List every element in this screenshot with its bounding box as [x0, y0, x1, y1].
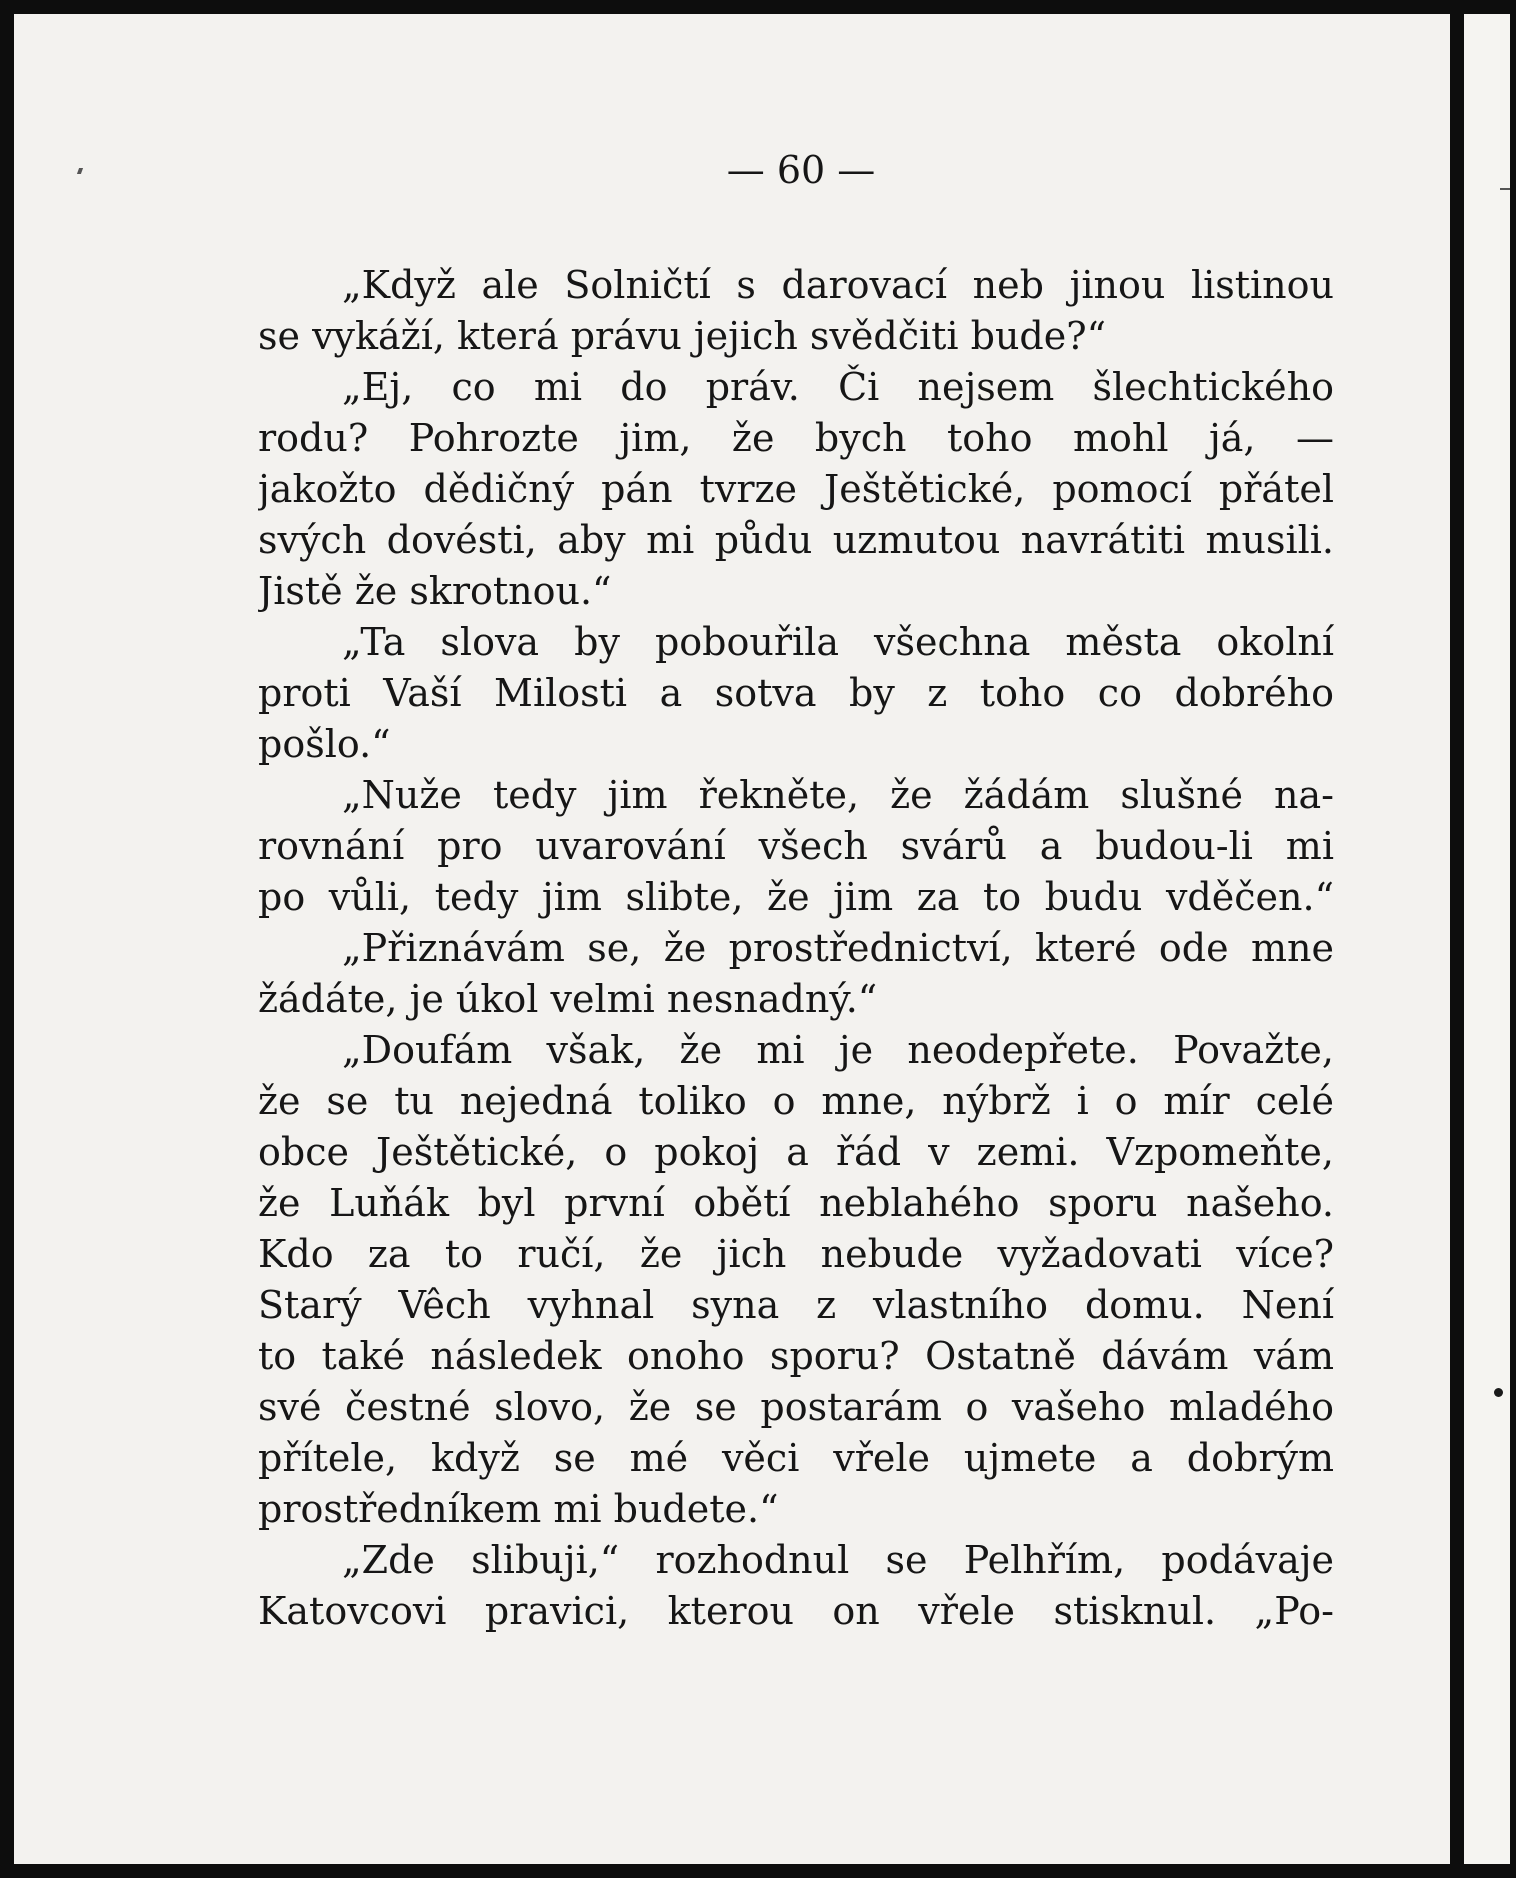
text-line: své čestné slovo, že se postarám o vašeho mladého: [258, 1385, 1334, 1429]
text-line: Kdo za to ručí, že jich nebude vyžadovati více?: [258, 1232, 1334, 1276]
margin-dot: [1494, 1388, 1503, 1397]
text-line: „Ej, co mi do práv. Či nejsem šlechtického: [342, 365, 1334, 409]
text-line: to také následek onoho sporu? Ostatně dávám vám: [258, 1334, 1334, 1378]
text-line: pošlo.“: [258, 722, 391, 766]
text-line: „Ta slova by pobouřila všechna města okolní: [342, 620, 1334, 664]
text-line: se vykáží, která právu jejich svědčiti bude?“: [258, 314, 1107, 358]
text-line: žádáte, je úkol velmi nesnadný.“: [258, 977, 878, 1021]
text-line: „Doufám však, že mi je neodepřete. Považte,: [342, 1028, 1334, 1072]
text-line: rodu? Pohrozte jim, že bych toho mohl já, —: [258, 416, 1334, 460]
text-lines: [258, 260, 1334, 1637]
page-number: — 60 —: [726, 148, 876, 192]
text-line: Jistě že skrotnou.“: [258, 569, 612, 613]
text-line: „Přiznávám se, že prostřednictví, které ode mne: [342, 926, 1334, 970]
text-line: obce Ještětické, o pokoj a řád v zemi. Vzpomeňte,: [258, 1130, 1334, 1174]
text-line: Katovcovi pravici, kterou on vřele stisknul. „Po-: [258, 1589, 1334, 1633]
text-line: přítele, když se mé věci vřele ujmete a dobrým: [258, 1436, 1334, 1480]
text-line: „Nuže tedy jim řekněte, že žádám slušné na-: [342, 773, 1334, 817]
text-line: proti Vaší Milosti a sotva by z toho co dobrého: [258, 671, 1334, 715]
margin-mark: [1500, 188, 1510, 190]
text-line: po vůli, tedy jim slibte, že jim za to budu vděčen.“: [258, 875, 1334, 919]
adjacent-page-edge: [1464, 14, 1510, 1864]
page-text: [258, 140, 1334, 1637]
text-line: Starý Vêch vyhnal syna z vlastního domu. Není: [258, 1283, 1334, 1327]
text-line: že se tu nejedná toliko o mne, nýbrž i o mír celé: [258, 1079, 1334, 1123]
text-line: „Zde slibuji,“ rozhodnul se Pelhřím, podávaje: [342, 1538, 1334, 1582]
text-line: rovnání pro uvarování všech svárů a budou-li mi: [258, 824, 1334, 868]
text-line: „Když ale Solničtí s darovací neb jinou listinou: [342, 263, 1334, 307]
text-line: svých dovésti, aby mi půdu uzmutou navrátiti musili.: [258, 518, 1334, 562]
text-line: jakožto dědičný pán tvrze Ještětické, pomocí přátel: [258, 467, 1334, 511]
text-line: prostředníkem mi budete.“: [258, 1487, 779, 1531]
text-line: že Luňák byl první obětí neblahého sporu našeho.: [258, 1181, 1334, 1225]
